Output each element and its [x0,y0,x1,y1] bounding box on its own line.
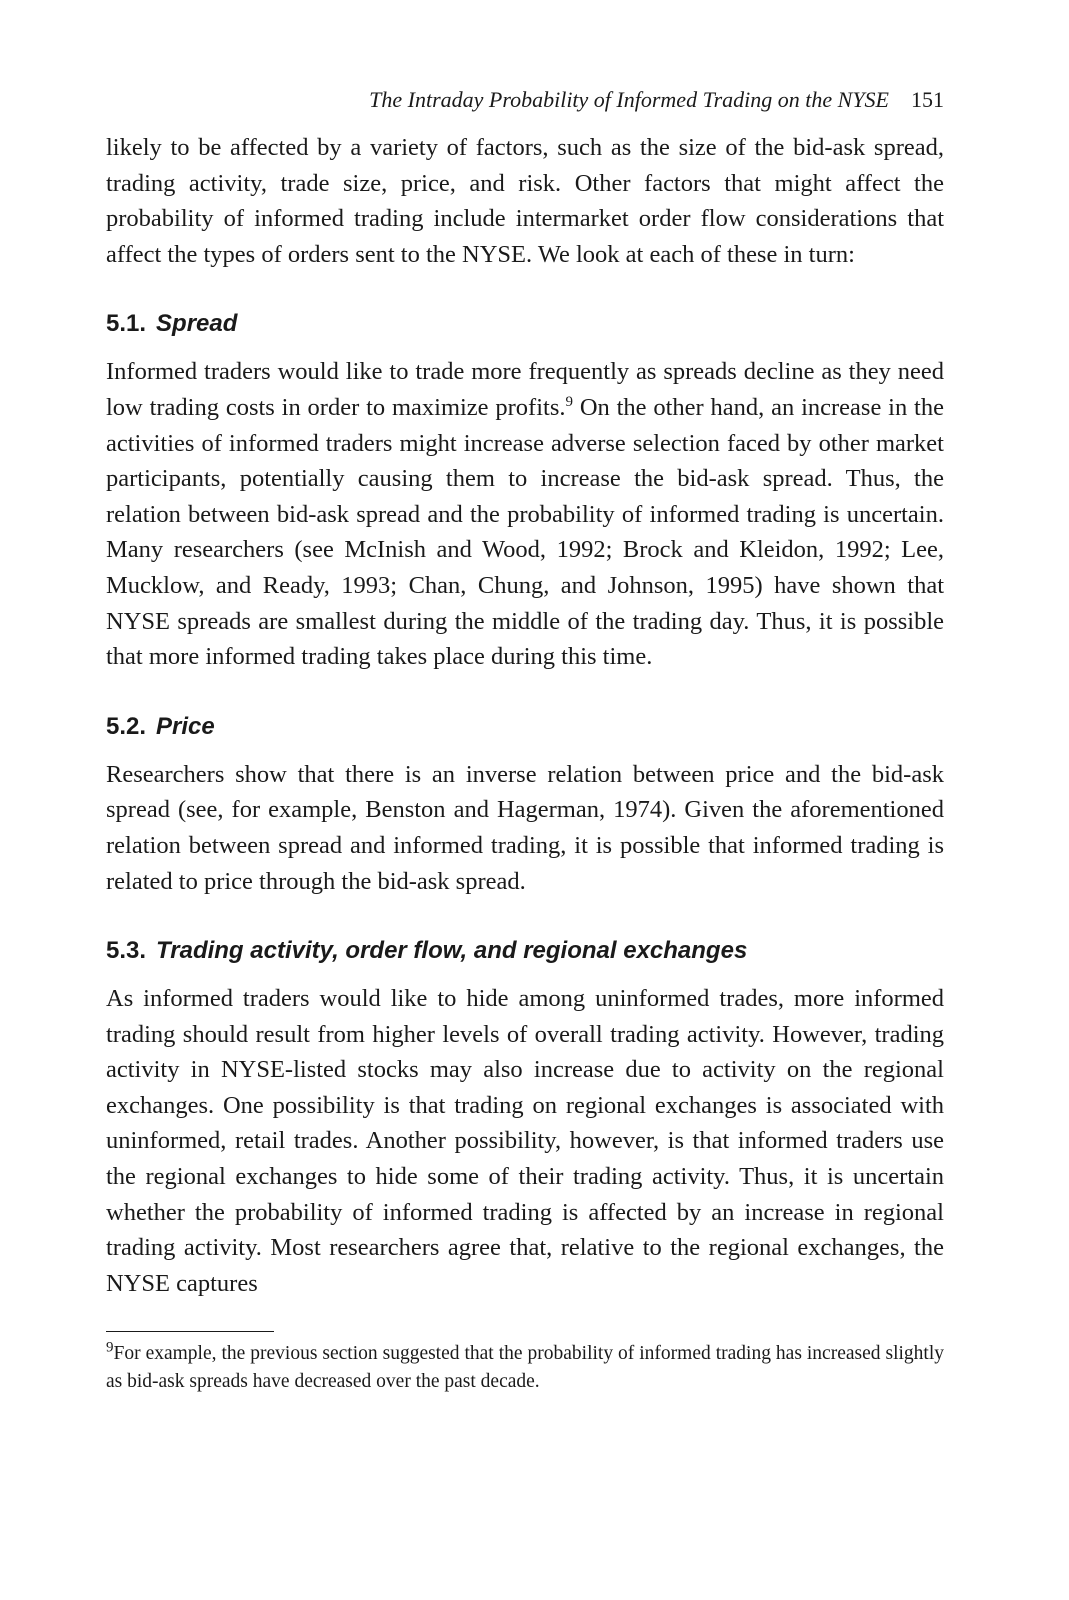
footnote-divider [106,1331,274,1332]
footnote-reference[interactable]: 9 [565,393,573,410]
section-paragraph-spread [106,354,944,674]
footnote-marker: 9 [106,1339,114,1356]
section-heading-spread [106,308,944,340]
section-number: 5.2. [106,712,147,740]
paragraph-text: On the other hand, an increase in the activities of informed traders might increase adverse selection faced by other market participants, potentially causing them to increase the bid-ask spread. Thus, the relation between bid-ask spread and the probability of informed trading is uncertain. Many researchers (see McInish and Wood, 1992; Brock and Kleidon, 1992; Lee, Mucklow, and Ready, 1993; Chan, Chung, and Johnson, 1995) have shown that NYSE spreads are smallest during the middle of the trading day. Thus, it is possible that more informed trading takes place during this time. [106,393,944,671]
section-number: 5.1. [106,310,147,338]
footnote-text: For example, the previous section suggested that the probability of informed trading has increased slightly as bid-ask spreads have decreased over the past decade. [106,1343,944,1393]
section-heading-price [106,711,944,743]
section-title: Spread [156,310,238,338]
section-paragraph-trading-activity: As informed traders would like to hide among uninformed trades, more informed trading should result from higher levels of overall trading activity. However, trading activity in NYSE-listed stocks may also increase due to activity on the regional exchanges. One possibility is that trading on regional exchanges is associated with uninformed, retail trades. Another possibility, however, is that informed traders use the regional exchanges to hide some of their trading activity. Thus, it is uncertain whether the probability of informed trading is affected by an increase in regional trading activity. Most researchers agree that, relative to the regional exchanges, the NYSE captures [106,985,944,1297]
section-heading-trading-activity [106,935,944,967]
section-title: Trading activity, order flow, and regional exchanges [156,937,748,965]
document-page [106,84,944,1396]
section-number: 5.3. [106,937,147,965]
intro-paragraph: likely to be affected by a variety of factors, such as the size of the bid-ask spread, trading activity, trade size, price, and risk. Other factors that might affect the probability of informed trading include intermarket order flow considerations that affect the types of orders sent to the NYSE. We look at each of these in turn: [106,134,944,268]
paragraph-text: Informed traders would like to trade more frequently as spreads decline as they need low trading costs in order to maximize profits. [106,358,944,421]
section-paragraph-price: Researchers show that there is an inverse relation between price and the bid-ask spread (see, for example, Benston and Hagerman, 1974). Given the aforementioned relation between spread and informed trading, it is possible that informed trading is related to price through the bid-ask spread. [106,760,944,895]
footnote [106,1340,944,1396]
running-head [106,84,944,116]
section-title: Price [156,712,215,740]
running-head-title: The Intraday Probability of Informed Trading on the NYSE [369,87,889,112]
page-number: 151 [911,87,944,112]
